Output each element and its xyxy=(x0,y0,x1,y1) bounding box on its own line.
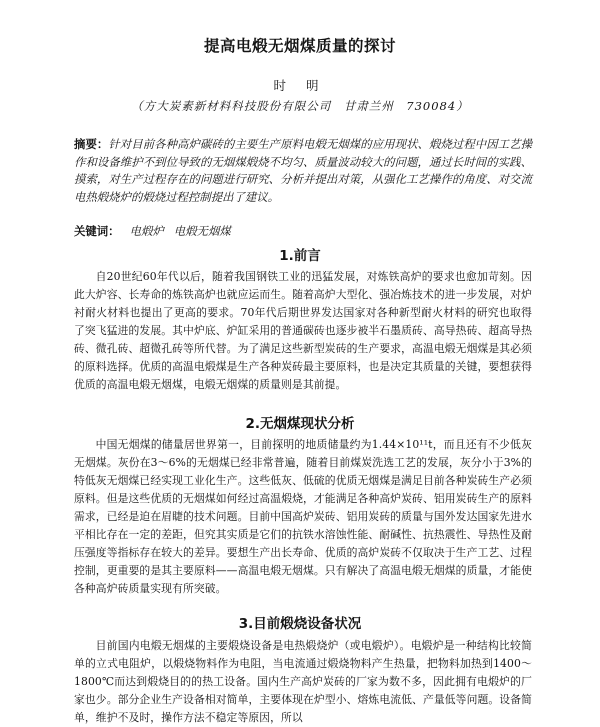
abstract xyxy=(74,136,532,206)
keyword: 电煅无烟煤 xyxy=(173,224,231,238)
abstract-label: 摘要： xyxy=(74,137,109,151)
section-heading: 3.目前煅烧设备状况 xyxy=(238,616,362,632)
keyword: 电煅炉 xyxy=(129,224,164,238)
abstract-text: 针对目前各种高炉碳砖的主要生产原料电煅无烟煤的应用现状、煅烧过程中因工艺操作和设备维护不到位导致的无烟煤煅烧不均匀、质量波动较大的问题，通过长时间的实践、摸索，对生产过程存在的问题进行研究、分析并提出对策，从强化工艺操作的角度、对交流电热煅烧炉的煅烧过程控制提出了建议。 xyxy=(74,137,532,204)
section-paragraph: 目前国内电煅无烟煤的主要煅烧设备是电热煅烧炉（或电煅炉）。电煅炉是一种结构比较简单的立式电阻炉，以煅烧物料作为电阻，当电流通过煅烧物料产生热量，把物料加热到1400～1800℃而达到煅烧目的的热工设备。国内生产高炉炭砖的厂家为数不多，因此拥有电煅炉的厂家也少。部分企业生产设备相对简单，主要体现在炉型小、熔炼电流低、产量低等问题。设备简单，维护不及时，操作方法不稳定等原因，所以 xyxy=(74,639,532,724)
section-heading: 1.前言 xyxy=(279,248,321,264)
section-heading: 2.无烟煤现状分析 xyxy=(245,416,355,432)
author-name: 时 明 xyxy=(273,78,327,93)
keywords xyxy=(74,223,532,240)
keywords-label: 关键词： xyxy=(74,224,120,238)
author-affiliation: （方大炭素新材料科技股份有限公司 甘肃兰州 730084） xyxy=(131,99,469,113)
paper-title: 提高电煅无烟煤质量的探讨 xyxy=(203,37,396,55)
section-paragraph: 中国无烟煤的储量居世界第一，目前探明的地质储量约为1.44×10¹¹t，而且还有不少低灰无烟煤。灰份在3～6%的无烟煤已经非常普遍，随着目前煤炭洗选工艺的发展，灰分小于3%的特低灰无烟煤已经实现工业化生产。这些低灰、低硫的优质无烟煤是满足目前各种炭砖生产必须原料。但是这些优质的无烟煤如何经过高温煅烧，才能满足各种高炉炭砖、铝用炭砖生产的原料需求，已经是迫在眉睫的技术问题。目前中国高炉炭砖、铝用炭砖的质量与国外发达国家先进水平相比存在一定的差距，但究其实质是它们的抗铁水溶蚀性能、耐碱性、抗热震性、导热性及耐压强度等指标存在较大的差异。要想生产出长寿命、优质的高炉炭砖不仅取决于生产工艺、过程控制，更重要的是其主要原料——高温电煅无烟煤。只有解决了高温电煅无烟煤的质量，才能使各种高炉砖质量实现有所突破。 xyxy=(74,438,532,595)
section-paragraph: 自20世纪60年代以后，随着我国钢铁工业的迅猛发展，对炼铁高炉的要求也愈加苛刻。因此大炉容、长寿命的炼铁高炉也就应运而生。随着高炉大型化、强冶炼技术的进一步发展，对炉衬耐火材料也提出了更高的要求。70年代后期世界发达国家对各种新型耐火材料的研究也取得了突飞猛进的发展。其中炉底、炉缸采用的普通碳砖也逐步被半石墨质砖、高导热砖、超高导热砖、微孔砖、超微孔砖等所代替。为了满足这些新型炭砖的生产要求，高温电煅无烟煤是其必须的原料选择。优质的高温电煅煤是生产各种炭砖最主要原料，也是决定其质量的关键，要想获得优质的高温电煅无烟煤，电煅无烟煤的质量则是其前提。 xyxy=(74,270,532,391)
